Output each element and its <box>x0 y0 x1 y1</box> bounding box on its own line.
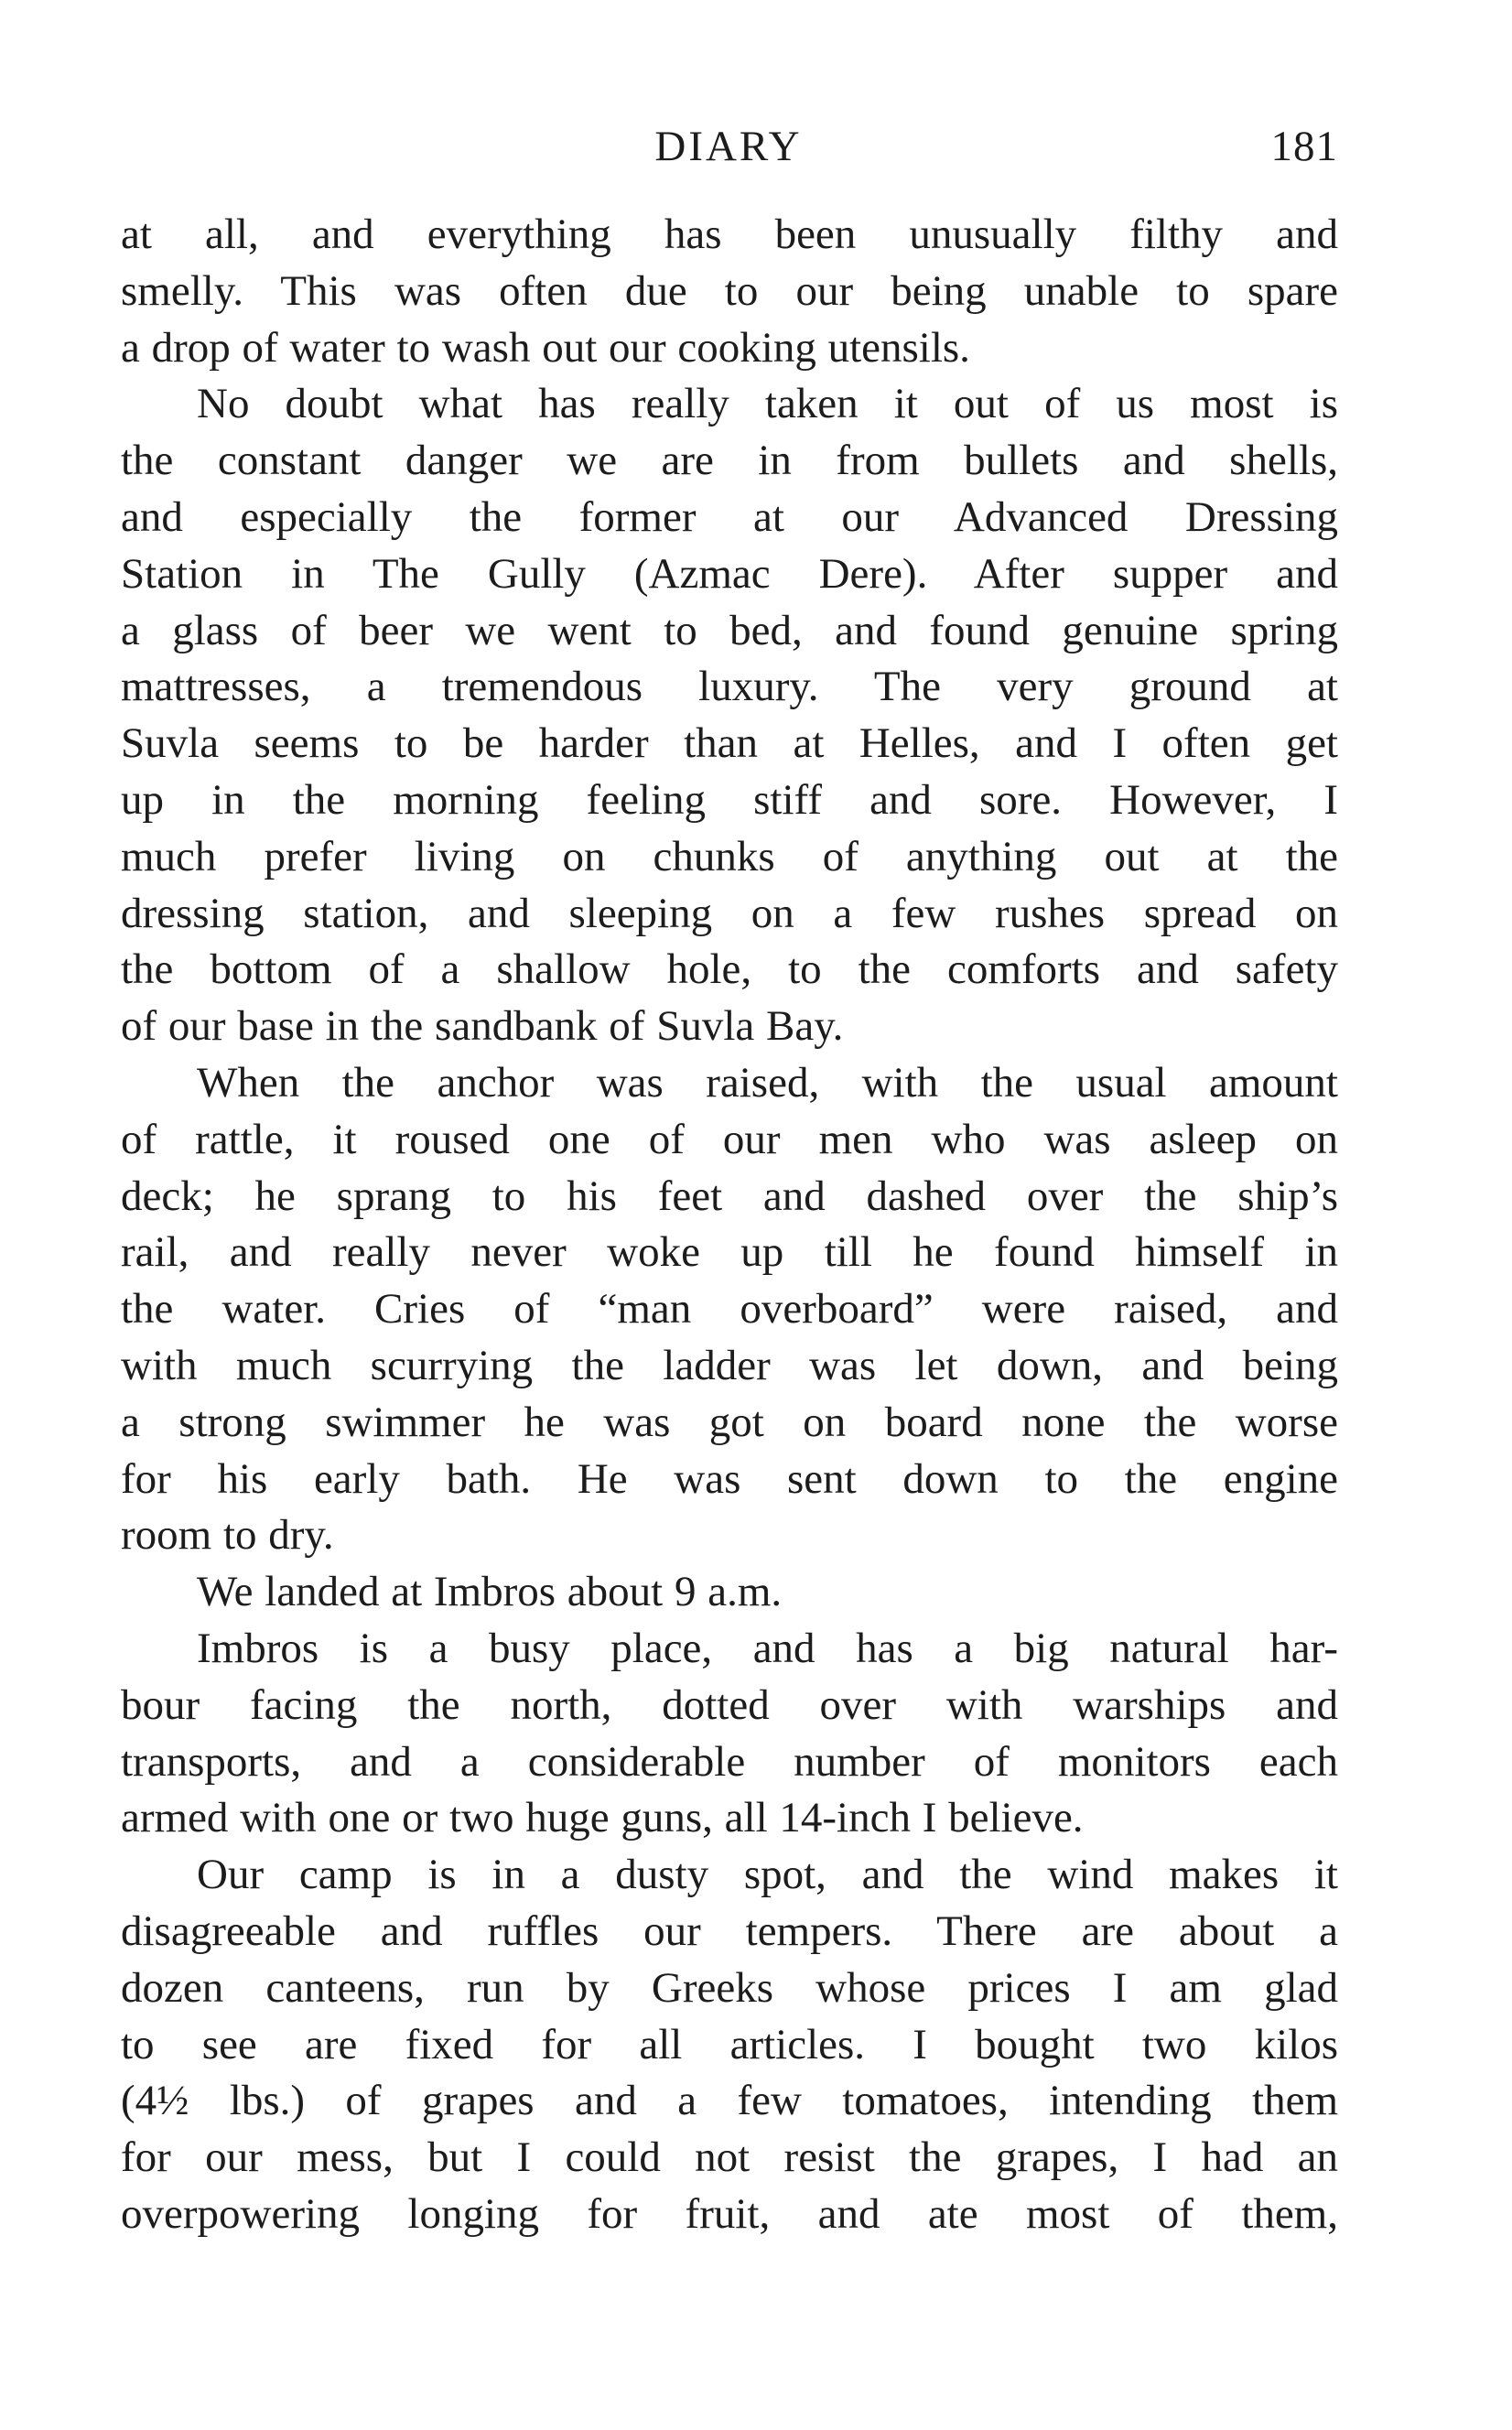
text-line: smelly. This was often due to our being unable to spare <box>121 266 1338 315</box>
text-line: with much scurrying the ladder was let down, and being <box>121 1341 1338 1389</box>
paragraph-start-line: We landed at Imbros about 9 a.m. <box>197 1568 783 1616</box>
text-line: a strong swimmer he was got on board none the worse <box>121 1398 1338 1446</box>
text-line: to see are fixed for all articles. I bought two kilos <box>121 2020 1338 2068</box>
page-number: 181 <box>1270 123 1338 170</box>
text-line: room to dry. <box>121 1511 334 1560</box>
text-line: dozen canteens, run by Greeks whose prices I am glad <box>121 1963 1338 2012</box>
text-line: mattresses, a tremendous luxury. The very ground at <box>121 663 1338 711</box>
text-line: bour facing the north, dotted over with warships and <box>121 1680 1338 1729</box>
text-line: of rattle, it roused one of our men who was asleep on <box>121 1115 1338 1163</box>
text-line: deck; he sprang to his feet and dashed over the ship’s <box>121 1172 1338 1220</box>
text-line: (4½ lbs.) of grapes and a few tomatoes, intending them <box>121 2077 1338 2125</box>
body-text <box>121 207 1338 2243</box>
running-head <box>119 119 1338 174</box>
text-line: Station in The Gully (Azmac Dere). After supper and <box>121 549 1338 598</box>
text-line: armed with one or two huge guns, all 14-inch I believe. <box>121 1794 1084 1842</box>
text-line: and especially the former at our Advanced Dressing <box>121 492 1338 541</box>
running-title: DIARY <box>654 123 803 170</box>
paragraph-start-line: No doubt what has really taken it out of us most is <box>197 380 1338 428</box>
paragraph-start-line: Imbros is a busy place, and has a big natural har- <box>197 1624 1338 1672</box>
paragraph-start-line: Our camp is in a dusty spot, and the wind makes it <box>197 1851 1338 1899</box>
text-line: disagreeable and ruffles our tempers. There are about a <box>121 1906 1338 1955</box>
text-line: rail, and really never woke up till he found himself in <box>121 1228 1338 1277</box>
text-line: a drop of water to wash out our cooking utensils. <box>121 323 970 372</box>
text-line: a glass of beer we went to bed, and found genuine spring <box>121 606 1338 654</box>
text-line: dressing station, and sleeping on a few rushes spread on <box>121 889 1338 937</box>
text-line: at all, and everything has been unusually filthy and <box>121 211 1338 258</box>
text-line: overpowering longing for fruit, and ate most of them, <box>121 2189 1338 2238</box>
text-line: the bottom of a shallow hole, to the comforts and safety <box>121 945 1338 994</box>
text-line: for his early bath. He was sent down to the engine <box>121 1454 1338 1503</box>
text-line: of our base in the sandbank of Suvla Bay. <box>121 1002 844 1051</box>
paragraph-start-line: When the anchor was raised, with the usual amount <box>197 1058 1338 1107</box>
text-line: for our mess, but I could not resist the grapes, I had an <box>121 2133 1338 2182</box>
text-line: much prefer living on chunks of anything out at the <box>121 832 1338 880</box>
text-line: Suvla seems to be harder than at Helles, and I often get <box>121 719 1338 768</box>
text-line: the constant danger we are in from bullets and shells, <box>121 437 1338 485</box>
text-line: transports, and a considerable number of monitors each <box>121 1737 1338 1786</box>
text-line: up in the morning feeling stiff and sore. However, I <box>121 775 1338 824</box>
text-line: the water. Cries of “man overboard” were raised, and <box>121 1285 1338 1334</box>
